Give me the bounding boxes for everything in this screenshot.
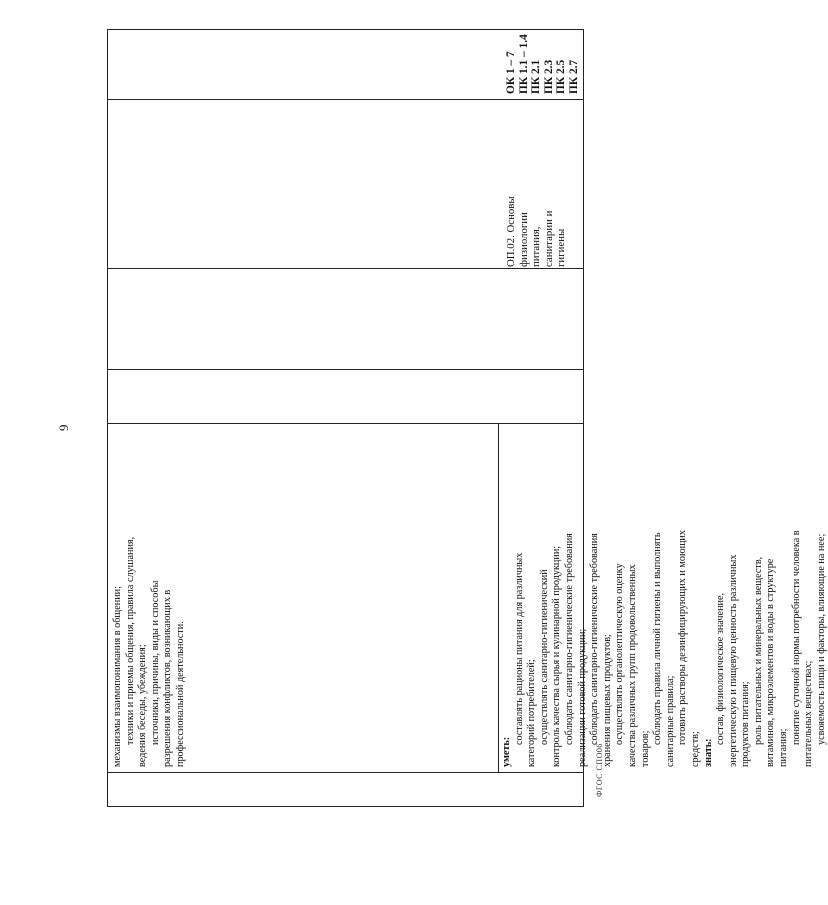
- requirement-line: составлять рационы питания для различных: [513, 552, 525, 745]
- requirements-cell-skills: [501, 429, 828, 767]
- requirement-line: знать:: [702, 738, 714, 767]
- requirement-line: питательных веществах;: [803, 660, 815, 767]
- requirement-line: ведения беседы, убеждения;: [137, 644, 149, 767]
- table-border-right: [108, 29, 583, 30]
- requirement-line: реализации готовой продукции;: [576, 628, 588, 767]
- column-divider: [108, 772, 583, 773]
- competencies-list: [505, 34, 581, 94]
- requirement-line: хранения пищевых продуктов;: [601, 634, 613, 767]
- competency-code: ПК 2.7: [567, 59, 580, 94]
- requirement-line: качества различных групп продовольственных: [626, 564, 638, 767]
- requirements-general: [112, 429, 188, 767]
- requirement-line: понятие суточной нормы потребности человека в: [790, 530, 802, 745]
- requirements-cell: [112, 429, 188, 767]
- competency-code: ПК 2.3: [542, 59, 555, 94]
- column-divider: [108, 99, 583, 100]
- row-divider: [498, 424, 499, 773]
- requirement-line: контроль качества сырья и кулинарной продукции;: [551, 545, 563, 767]
- requirement-line: техники и приемы общения, правила слушания,: [124, 536, 136, 745]
- requirement-line: энергетическую и пищевую ценность различных: [727, 554, 739, 767]
- competency-code: ОК 1 – 7: [505, 51, 517, 94]
- requirement-line: осуществлять органолептическую оценку: [614, 563, 626, 745]
- requirement-line: осуществлять санитарно-гигиенический: [538, 569, 550, 745]
- requirement-line: разрешения конфликтов, возникающих в: [162, 589, 174, 767]
- requirement-line: продуктов питания;: [740, 681, 752, 767]
- column-divider: [108, 423, 583, 424]
- requirement-line: готовить растворы дезинфицирующих и моющих: [677, 530, 689, 745]
- discipline-name: ОП.02. Основы физиологии питания, санитарии и гигиены: [505, 196, 568, 267]
- competency-code: ПК 2.5: [555, 59, 568, 94]
- column-divider: [108, 369, 583, 370]
- requirement-line: соблюдать санитарно-гигиенические требования: [589, 533, 601, 745]
- requirement-line: санитарные правила;: [664, 675, 676, 767]
- requirement-line: соблюдать правила личной гигиены и выполнять: [652, 532, 664, 745]
- requirement-line: витаминов, микроэлементов и воды в структуре: [765, 558, 777, 767]
- requirement-line: профессиональной деятельности.: [174, 621, 186, 767]
- requirement-line: усвояемость пищи и факторы, влияющие на нее;: [815, 533, 827, 745]
- requirement-line: товаров;: [639, 730, 651, 767]
- requirement-line: питания;: [778, 728, 790, 767]
- page-number: 9: [56, 424, 71, 431]
- footer-code: ФГОС СПО06: [595, 743, 604, 797]
- table-border-left: [108, 806, 583, 807]
- requirement-line: роль питательных и минеральных веществ,: [752, 556, 764, 745]
- competency-code: ПК 1.1 – 1.4: [517, 34, 530, 94]
- column-divider: [108, 268, 583, 269]
- requirement-line: источники, причины, виды и способы: [149, 580, 161, 745]
- competency-code: ПК 2.1: [530, 59, 543, 94]
- requirement-line: уметь:: [501, 736, 512, 767]
- requirement-line: соблюдать санитарно-гигиенические требования: [563, 533, 575, 745]
- requirement-line: механизмы взаимопонимания в общении;: [112, 586, 123, 767]
- requirement-line: средств;: [689, 731, 701, 767]
- requirement-line: категорий потребителей;: [526, 659, 538, 767]
- requirements-skills-knowledge: [501, 429, 828, 767]
- requirement-line: состав, физиологическое значение,: [715, 592, 727, 745]
